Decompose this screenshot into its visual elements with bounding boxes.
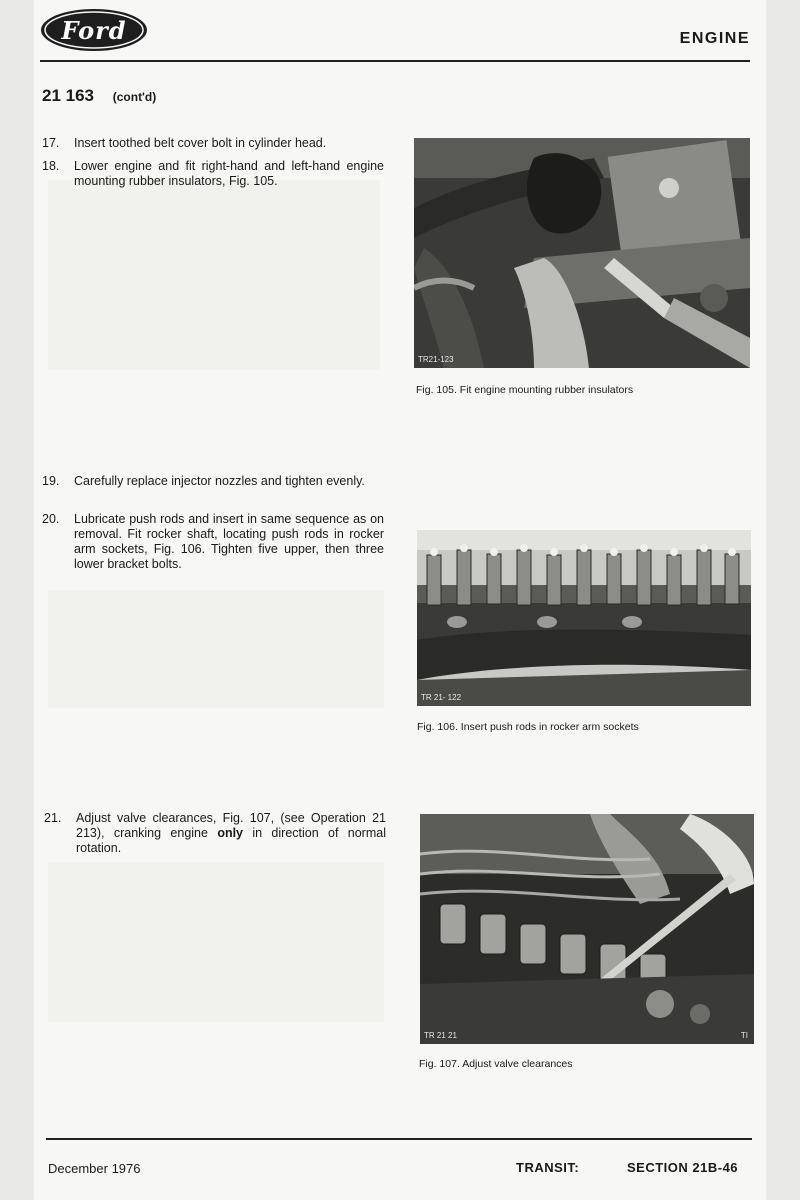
figure-107-caption: Fig. 107. Adjust valve clearances [419,1058,573,1070]
footer-model: TRANSIT: [516,1160,580,1175]
figure-reference-tag: TR 21 21 [424,1031,457,1040]
figure-105-photo [414,138,750,368]
header-rule [40,60,750,62]
step-18 [42,159,384,189]
figure-106-photo [417,530,751,706]
footer-section: SECTION 21B-46 [627,1160,739,1175]
step-number: 17. [42,136,60,150]
step-19 [42,474,384,489]
step-number: 19. [42,474,60,488]
step-text: Insert toothed belt cover bolt in cylinder head. [74,136,327,150]
figure-106-caption: Fig. 106. Insert push rods in rocker arm sockets [417,721,639,733]
figure-105-caption: Fig. 105. Fit engine mounting rubber insulators [416,384,634,396]
bleed-through-area [48,862,384,1022]
step-text: Carefully replace injector nozzles and tighten evenly. [74,474,365,488]
step-text: Lubricate push rods and insert in same sequence as on removal. Fit rocker shaft, locating push rods in rocker arm sockets, Fig. 106. Tighten five upper, then three lower bracket bolts. [74,512,384,571]
step-number: 20. [42,512,60,526]
bleed-through-area [48,590,384,708]
step-text: Adjust valve clearances, Fig. 107, (see Operation 21 213), cranking engine only in direction of normal rotation. [76,811,386,855]
footer-rule [46,1138,752,1140]
engine-mount-photo [414,138,750,368]
operation-number: 21 163 [42,86,94,105]
footer-date: December 1976 [48,1161,141,1176]
bleed-through-area [48,180,380,370]
operation-heading [42,86,156,106]
figure-107-photo [420,814,754,1044]
step-text: Lower engine and fit right-hand and left-hand engine mounting rubber insulators, Fig. 105. [74,159,384,188]
figure-reference-tag: TR 21- 122 [421,693,462,702]
step-17 [42,136,384,151]
ford-logo-text: Ford [61,15,127,45]
valve-clearance-photo [420,814,754,1044]
section-title: ENGINE [679,30,750,47]
step-number: 21. [44,811,62,825]
rocker-arm-photo [417,530,751,706]
emphasis-only: only [217,826,244,840]
figure-reference-tag: TR21-123 [418,355,454,364]
continued-label: (cont'd) [112,90,157,104]
step-20 [42,512,384,572]
figure-corner-tag: TI [740,1031,748,1040]
step-number: 18. [42,159,60,173]
step-21 [44,811,386,856]
